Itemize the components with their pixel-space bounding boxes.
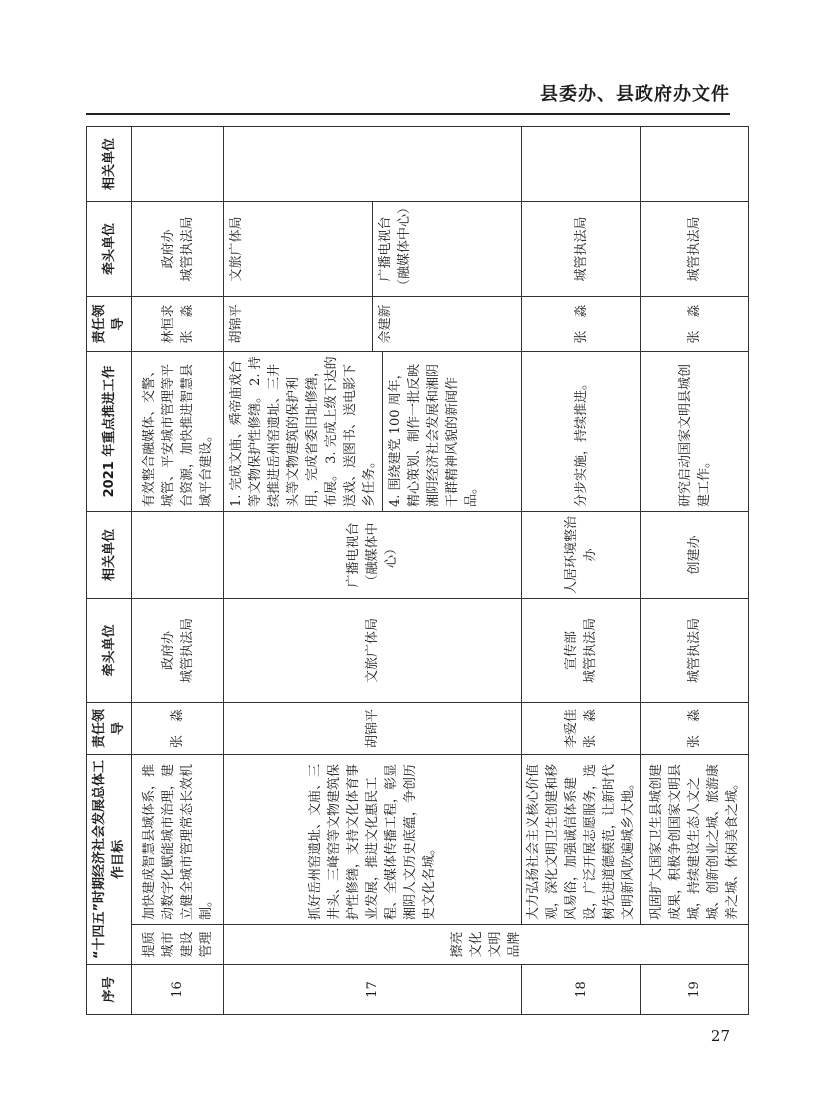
row-task-group (224, 352, 522, 512)
lead-unit-line: 城管执法局 (583, 618, 598, 684)
row-lead-unit-2021-group (224, 202, 522, 297)
lead-unit-line: 城管执法局 (179, 216, 195, 282)
col-header-2021-tasks: 2021 年重点推进工作 (87, 352, 132, 512)
row-task: 分步实施，持续推进。 (522, 352, 641, 512)
col-header-lead-unit: 牵头单位 (87, 599, 132, 703)
row-lead-unit-2021: 文旅广体局 (224, 202, 373, 296)
lead-unit-line: 政府办 (160, 631, 176, 671)
table-header-row (87, 127, 132, 1015)
row-leader: 张 淼 (641, 703, 749, 755)
col-header-related-unit: 相关单位 (87, 512, 132, 599)
header-divider (86, 113, 730, 115)
page-number: 27 (710, 1027, 730, 1045)
row-goal: 加快建成智慧县域体系，推动数字化赋能城市治理，建立健全城市管理常态长效机制。 (132, 755, 224, 925)
col-header-related-unit-2021: 相关单位 (87, 127, 132, 202)
document-header-title: 县委办、县政府办文件 (540, 84, 730, 105)
row-number: 16 (132, 965, 224, 1015)
col-header-lead-unit-2021: 牵头单位 (87, 202, 132, 297)
row-category: 提质城市建设管理 (132, 925, 224, 965)
row-goal: 大力弘扬社会主义核心价值观，深化文明卫生创建和移风易俗，加强诚信体系建设，广泛开展志愿服务，选树先进道德模范，让新时代文明新风吹遍城乡大地。 (522, 755, 641, 925)
lead-unit-line: 宣传部 (564, 631, 579, 671)
row-task: 有效整合融媒体、交警、城管、平安城市管理等平台资源，加快推进智慧县域平台建设。 (132, 352, 224, 512)
row-number: 17 (224, 965, 522, 1015)
row-leader-2021: 张 淼 (522, 297, 641, 352)
row-category: 擦亮文化文明品牌 (224, 925, 749, 965)
row-related-unit-2021 (132, 127, 224, 202)
row-leader-2021: 张 淼 (641, 297, 749, 352)
row-leader-2021-group (224, 297, 522, 352)
rotated-table-frame (86, 127, 740, 1015)
row-related-unit (132, 512, 224, 599)
row-number: 19 (641, 965, 749, 1015)
row-lead-unit-2021: 城管执法局 (641, 202, 749, 297)
row-leader: 胡锦平 (224, 703, 522, 755)
row-related-unit: 广播电视台（融媒体中心） (224, 512, 522, 599)
row-lead-unit-2021 (132, 202, 224, 297)
col-header-goal: “十四五”时期经济社会发展总体工作目标 (87, 755, 132, 965)
row-related-unit-2021 (641, 127, 749, 202)
row-lead-unit (522, 599, 641, 703)
row-number: 18 (522, 965, 641, 1015)
col-header-leader: 责任领导 (87, 703, 132, 755)
row-lead-unit: 文旅广体局 (224, 599, 522, 703)
row-leader-2021: 佘建新 (378, 304, 393, 344)
lead-unit-line: 政府办 (160, 229, 176, 269)
row-leader: 张 淼 (132, 703, 224, 755)
work-target-table-container (86, 127, 740, 1015)
table-row (224, 127, 522, 1015)
row-related-unit-2021 (224, 127, 522, 202)
col-header-no: 序号 (87, 965, 132, 1015)
row-task: 4. 围绕建党 100 周年，精心策划、制作一批反映湘阴经济社会发展和湘阴干群精神风貌的新闻作品。 (388, 363, 479, 507)
lead-unit-line: 城管执法局 (179, 618, 195, 684)
table-row (522, 127, 641, 1015)
row-leader: 李爱佳 张 淼 (522, 703, 641, 755)
work-target-table (86, 126, 749, 1015)
row-related-unit-2021 (522, 127, 641, 202)
row-goal: 巩固扩大国家卫生县城创建成果，积极争创国家文明县城，持续建设生态人文之城、创新创业之城、旅游康养之城、休闲美食之城。 (641, 755, 749, 925)
row-lead-unit (132, 599, 224, 703)
table-row (132, 127, 224, 1015)
row-leader-2021: 胡锦平 (224, 297, 373, 351)
row-lead-unit-2021: 城管执法局 (522, 202, 641, 297)
row-leader-2021: 林恒求 张 淼 (132, 297, 224, 352)
row-goal: 抓好岳州窑遗址、文庙、三井头、三峰窑等文物建筑保护性修缮，支持文化体育事业发展，推进文化惠民工程、全媒体传播工程，彰显湘阴人文历史底蕴，争创历史文化名城。 (224, 755, 522, 925)
row-lead-unit: 城管执法局 (641, 599, 749, 703)
row-task: 研究启动国家文明县城创建工作。 (641, 352, 749, 512)
row-lead-unit-2021: 广播电视台（融媒体中心） (378, 200, 412, 292)
row-related-unit: 人居环境整治办 (522, 512, 641, 599)
table-row (641, 127, 749, 1015)
row-related-unit: 创建办 (641, 512, 749, 599)
row-task: 1. 完成文庙、舜帝庙戏台等文物保护性修缮。 2. 持续推进岳州窑遗址、三井头等文物建筑的保护利用，完成省委旧址修缮，布展。 3. 完成上级下达的送戏、送图书、送电影下乡任务。 (224, 352, 383, 511)
col-header-leader-2021: 责任领导 (87, 297, 132, 352)
